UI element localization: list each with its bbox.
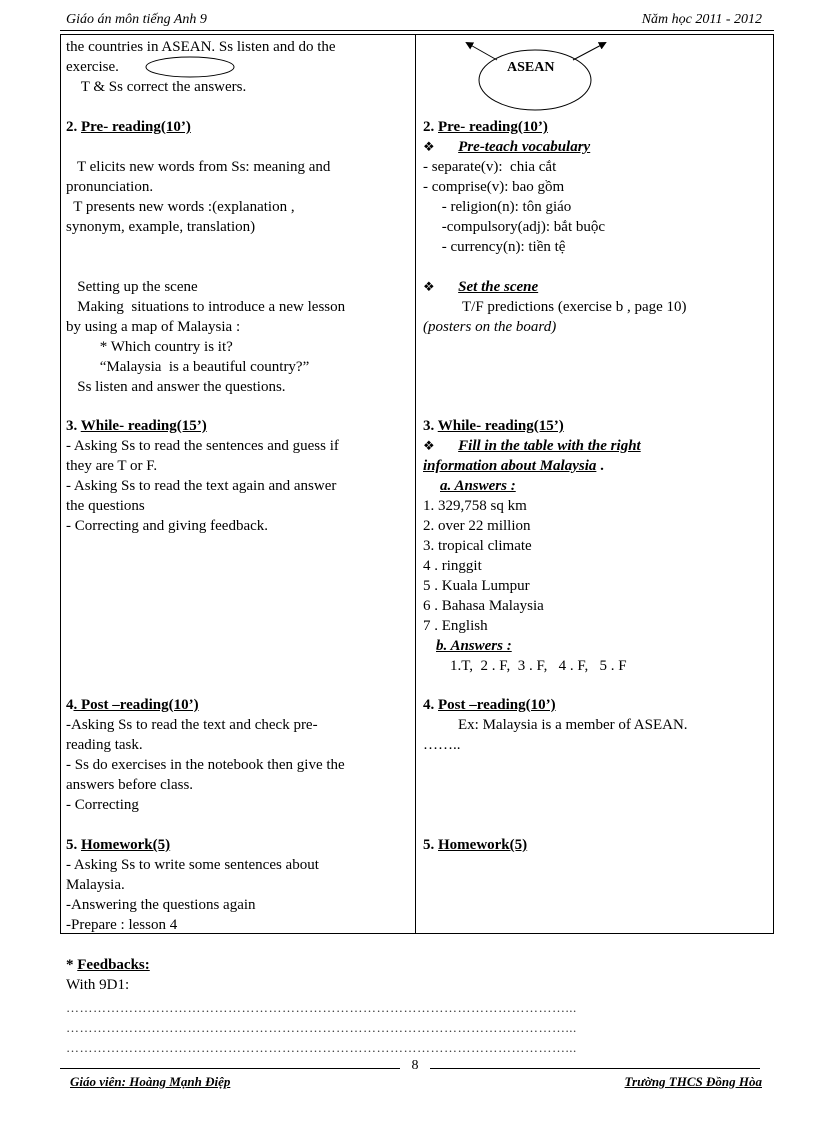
pre-reading-title: Pre- reading(10’) bbox=[81, 119, 191, 135]
left-line: pronunciation. bbox=[66, 179, 154, 195]
pre-reading-title: Pre- reading(10’) bbox=[438, 119, 548, 135]
answer-item: 7 . English bbox=[423, 618, 488, 634]
pre-teach-label: Pre-teach vocabulary bbox=[458, 139, 591, 155]
fill-table-label: Fill in the table with the right bbox=[458, 438, 641, 454]
ellipsis: …….. bbox=[423, 737, 461, 753]
section-pre-reading-right: 2. Pre- reading(10’) bbox=[423, 119, 548, 135]
fill-table-row-2 bbox=[423, 456, 604, 476]
set-scene-label: Set the scene bbox=[458, 279, 539, 295]
answer-item: 4 . ringgit bbox=[423, 558, 482, 574]
page-number: 8 bbox=[405, 1058, 425, 1074]
post-reading-title: . Post –reading(10’) bbox=[73, 697, 199, 713]
vocab-line: - religion(n): tôn giáo bbox=[423, 199, 572, 215]
left-line: - Correcting and giving feedback. bbox=[66, 518, 269, 534]
left-line: Making situations to introduce a new lesson bbox=[66, 299, 346, 315]
section-homework-right: 5. Homework(5) bbox=[423, 837, 528, 853]
section-while-reading-right: 3. While- reading(15’) bbox=[423, 418, 564, 434]
left-line: - Asking Ss to read the sentences and guess if bbox=[66, 438, 339, 454]
left-line: T & Ss correct the answers. bbox=[66, 79, 247, 95]
left-line: Setting up the scene bbox=[66, 279, 198, 295]
left-line: “Malaysia is a beautiful country?” bbox=[66, 359, 310, 375]
vocab-line: - separate(v): chia cắt bbox=[423, 159, 557, 175]
footer-school: Trường THCS Đồng Hòa bbox=[624, 1074, 762, 1089]
tf-predictions: T/F predictions (exercise b , page 10) bbox=[462, 299, 687, 315]
feedback-class: With 9D1: bbox=[66, 977, 130, 993]
header-rule bbox=[60, 30, 774, 31]
section-post-reading-left: 4. Post –reading(10’) bbox=[66, 697, 199, 713]
dotted-line: …………………………………………………………………………………………………... bbox=[66, 1040, 577, 1055]
left-line: Malaysia. bbox=[66, 877, 125, 893]
left-line: - Asking Ss to read the text again and answer bbox=[66, 478, 337, 494]
left-line: the questions bbox=[66, 498, 145, 514]
feedback-title-text: Feedbacks: bbox=[77, 957, 150, 973]
left-line: by using a map of Malaysia : bbox=[66, 319, 241, 335]
footer-rule-left bbox=[60, 1068, 400, 1069]
posters-note: (posters on the board) bbox=[423, 319, 557, 335]
answer-item: 3. tropical climate bbox=[423, 538, 532, 554]
answers-b-list: 1.T, 2 . F, 3 . F, 4 . F, 5 . F bbox=[450, 658, 627, 674]
footer-rule-right bbox=[430, 1068, 760, 1069]
left-line: exercise. bbox=[66, 59, 119, 75]
answer-item: 6 . Bahasa Malaysia bbox=[423, 598, 544, 614]
left-line: -Answering the questions again bbox=[66, 897, 256, 913]
feedback-title: * Feedbacks: bbox=[66, 957, 150, 973]
left-line: T elicits new words from Ss: meaning and bbox=[66, 159, 331, 175]
dotted-line: …………………………………………………………………………………………………... bbox=[66, 1000, 577, 1015]
asean-diagram bbox=[455, 38, 615, 118]
left-line: they are T or F. bbox=[66, 458, 158, 474]
dotted-line: …………………………………………………………………………………………………... bbox=[66, 1020, 577, 1035]
homework-title: Homework(5) bbox=[438, 837, 528, 853]
left-line: Ss listen and answer the questions. bbox=[66, 379, 286, 395]
answer-item: 1. 329,758 sq km bbox=[423, 498, 527, 514]
left-line: * Which country is it? bbox=[66, 339, 233, 355]
column-divider bbox=[415, 34, 416, 934]
asean-label: ASEAN bbox=[507, 60, 555, 75]
answer-item: 5 . Kuala Lumpur bbox=[423, 578, 530, 594]
while-reading-title: While- reading(15’) bbox=[80, 418, 207, 434]
section-post-reading-right: 4. Post –reading(10’) bbox=[423, 697, 556, 713]
left-line: - Correcting bbox=[66, 797, 139, 813]
answer-item: 2. over 22 million bbox=[423, 518, 531, 534]
vocab-line: - comprise(v): bao gồm bbox=[423, 179, 565, 195]
bullet-icon: ❖ bbox=[423, 438, 435, 453]
answers-a-label: a. Answers : bbox=[440, 478, 516, 494]
page-header bbox=[62, 12, 762, 32]
vocab-line: -compulsory(adj): bắt buộc bbox=[423, 219, 606, 235]
left-line: -Prepare : lesson 4 bbox=[66, 917, 178, 933]
section-while-reading-left: 3. While- reading(15’) bbox=[66, 418, 207, 434]
set-scene-row bbox=[423, 277, 538, 297]
left-line: reading task. bbox=[66, 737, 143, 753]
answers-b-label: b. Answers : bbox=[436, 638, 512, 654]
footer-teacher: Giáo viên: Hoàng Mạnh Điệp bbox=[70, 1074, 231, 1089]
left-line: - Asking Ss to write some sentences about bbox=[66, 857, 319, 873]
left-line: -Asking Ss to read the text and check pre- bbox=[66, 717, 318, 733]
fill-table-row bbox=[423, 436, 641, 456]
header-year: Năm học 2011 - 2012 bbox=[641, 12, 762, 27]
example-line: Ex: Malaysia is a member of ASEAN. bbox=[458, 717, 688, 733]
left-line: - Ss do exercises in the notebook then give the bbox=[66, 757, 345, 773]
period: . bbox=[596, 458, 604, 474]
pre-teach-row bbox=[423, 137, 590, 157]
left-line: answers before class. bbox=[66, 777, 194, 793]
header-subject: Giáo án môn tiếng Anh 9 bbox=[66, 12, 207, 27]
while-reading-title: While- reading(15’) bbox=[437, 418, 564, 434]
bullet-icon: ❖ bbox=[423, 139, 435, 154]
section-pre-reading-left: 2. Pre- reading(10’) bbox=[66, 119, 191, 135]
section-homework-left: 5. Homework(5) bbox=[66, 837, 171, 853]
left-line: synonym, example, translation) bbox=[66, 219, 256, 235]
homework-title: Homework(5) bbox=[81, 837, 171, 853]
vocab-line: - currency(n): tiền tệ bbox=[423, 239, 566, 255]
ellipse-shape bbox=[144, 55, 236, 79]
left-line: T presents new words :(explanation , bbox=[66, 199, 295, 215]
left-line: the countries in ASEAN. Ss listen and do the bbox=[66, 39, 336, 55]
post-reading-title: Post –reading(10’) bbox=[438, 697, 556, 713]
fill-table-label-2: information about Malaysia bbox=[423, 458, 597, 474]
bullet-icon: ❖ bbox=[423, 279, 435, 294]
